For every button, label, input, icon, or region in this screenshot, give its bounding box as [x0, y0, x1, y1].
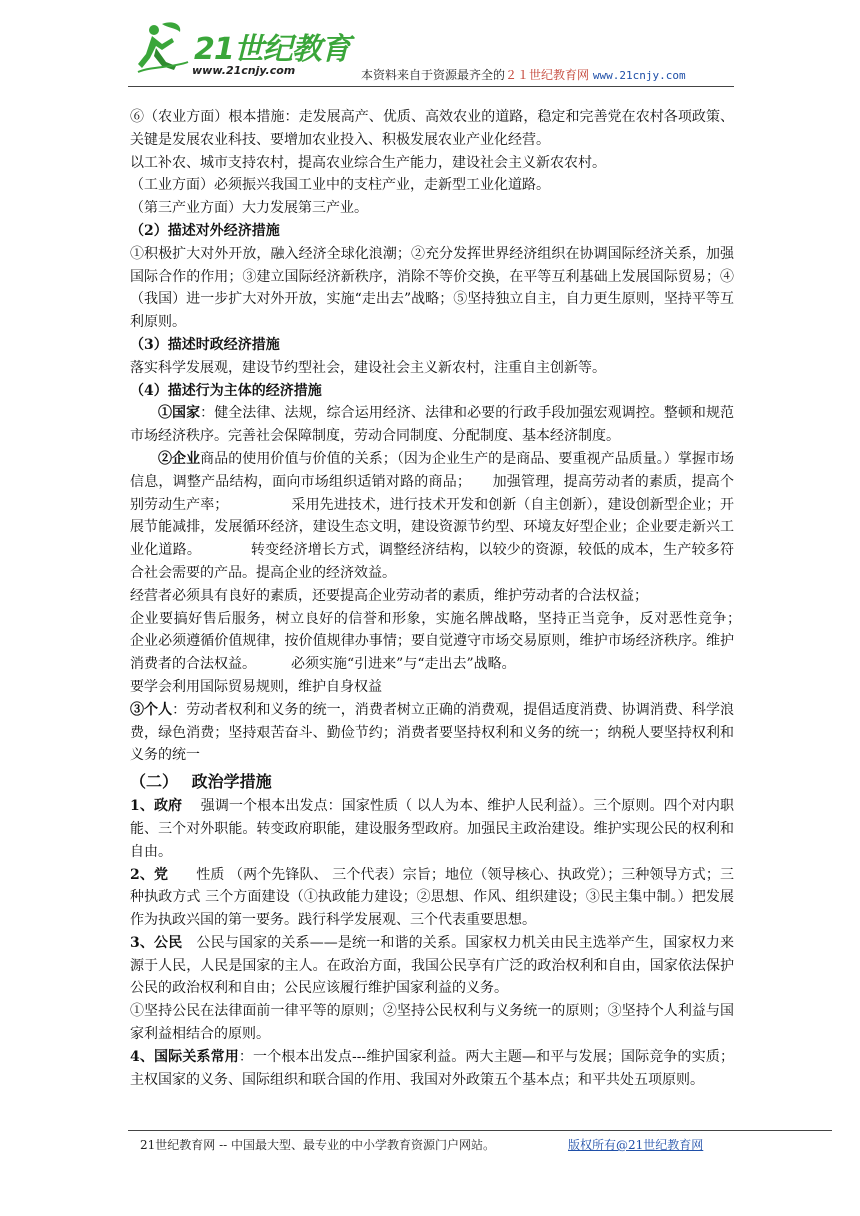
current-econ-body: 落实科学发展观，建设节约型社会，建设社会主义新农村，注重自主创新等。	[130, 359, 606, 376]
page-header	[128, 18, 734, 87]
enterprise-service: 企业要搞好售后服务，树立良好的信誉和形象，实施名牌战略，坚持正当竞争，反对恶性竞争； 企业必须遵循价值规律，按价值规律办事情；要自觉遵守市场交易原则，维护市场经济秩序。维护消费者的合法权益。 必须实施“引进来”与“走出去”战略。	[130, 610, 790, 673]
person-body: ：劳动者权利和义务的统一，消费者树立正确的消费观，提倡适度消费、协调消费、科学浪费，绿色消费；坚持艰苦奋斗、勤俭节约；消费者要坚持权利和义务的统一；纳税人要坚持权利和义务的统一	[130, 701, 735, 764]
person-measures	[130, 699, 734, 767]
copyright-link[interactable]: 版权所有@21世纪教育网	[568, 1138, 704, 1152]
actor-econ-title: （4）描述行为主体的经济措施	[130, 382, 322, 399]
enterprise-trade: 要学会利用国际贸易规则，维护自身权益	[130, 678, 382, 695]
enterprise-measures	[130, 448, 734, 585]
logo-text: 21世纪教育	[194, 32, 350, 67]
gov-measures	[130, 795, 734, 863]
foreign-econ-title: （2）描述对外经济措施	[130, 222, 280, 239]
intl-body: ：一个根本出发点---维护国家利益。两大主题—和平与发展；国际竞争的实质；主权国家的义务、国际组织和联合国的作用、我国对外政策五个基本点；和平共处五项原则。	[130, 1048, 734, 1088]
state-label: ①国家	[158, 405, 201, 422]
agri-support: 以工补农、城市支持农村，提高农业综合生产能力，建设社会主义新农农村。	[130, 154, 606, 171]
document-body	[130, 106, 790, 1091]
enterprise-label: ②企业	[158, 450, 201, 467]
citizen-measures	[130, 932, 734, 1000]
header-site-name[interactable]: ２１世纪教育网	[505, 68, 590, 82]
logo-url: www.21cnjy.com	[192, 64, 296, 77]
footer-divider	[128, 1130, 832, 1132]
header-note-prefix: 本资料来自于资源最齐全的	[361, 68, 506, 82]
citizen-label: 3、公民	[130, 934, 183, 951]
state-measures	[130, 402, 734, 448]
intl-label: 4、国际关系常用	[130, 1048, 239, 1065]
industry-measures: （工业方面）必须振兴我国工业中的支柱产业，走新型工业化道路。	[130, 177, 550, 194]
state-body: ：健全法律、法规，综合运用经济、法律和必要的行政手段加强宏观调控。整顿和规范市场经济秩序。完善社会保障制度，劳动合同制度、分配制度、基本经济制度。	[130, 405, 735, 445]
header-site-url[interactable]: www.21cnjy.com	[592, 69, 686, 82]
gov-body: 强调一个根本出发点：国家性质（ 以人为本、维护人民利益）。三个原则。四个对内职能、三个对外职能。转变政府职能，建设服务型政府。加强民主政治建设。维护实现公民的权利和自由。	[130, 798, 734, 860]
footer-text: 21世纪教育网 -- 中国最大型、最专业的中小学教育资源门户网站。	[140, 1138, 496, 1152]
current-econ-title: （3）描述时政经济措施	[130, 336, 280, 353]
party-measures	[130, 864, 734, 932]
party-body: 性质 （两个先锋队、 三个代表）宗旨；地位（领导核心、执政党）；三种领导方式；三种执政方式 三个方面建设（①执政能力建设；②思想、作风、组织建设；③民主集中制。）把发展作为执政兴国的第一要务。践行科学发展观、三个代表重要思想。	[130, 866, 734, 929]
citizen-principles: ①坚持公民在法律面前一律平等的原则；②坚持公民权利与义务统一的原则；③坚持个人利益与国家利益相结合的原则。	[130, 1003, 734, 1043]
gov-label: 1、政府	[130, 798, 183, 815]
header-note	[361, 66, 686, 83]
person-label: ③个人	[130, 701, 173, 718]
agri-measures: ⑥（农业方面）根本措施：走发展高产、优质、高效农业的道路，稳定和完善党在农村各项政策、关键是发展农业科技、要增加农业投入、积极发展农业产业化经营。	[130, 109, 734, 148]
intl-measures	[130, 1046, 734, 1092]
foreign-econ-body: ①积极扩大对外开放，融入经济全球化浪潮；②充分发挥世界经济组织在协调国际经济关系，加强国际合作的作用；③建立国际经济新秩序，消除不等价交换，在平等互利基础上发展国际贸易；④（我国）进一步扩大对外开放，实施“走出去”战略；⑤坚持独立自主，自力更生原则，坚持平等互利原则。	[130, 245, 734, 331]
citizen-body: 公民与国家的关系——是统一和谐的关系。国家权力机关由民主选举产生，国家权力来源于人民，人民是国家的主人。在政治方面，我国公民享有广泛的政治权利和自由，国家依法保护公民的政治权利和自由；公民应该履行维护国家利益的义务。	[130, 934, 734, 997]
enterprise-body: 商品的使用价值与价值的关系；（因为企业生产的是商品、要重视产品质量。）掌握市场信息，调整产品结构，面向市场组织适销对路的商品； 加强管理，提高劳动者的素质，提高个别劳动生产率； 采用先进技术，进行技术开发和创新（自主创新），建设创新型企业；开展节能减排，发展循环经济，建设生态文明，建设资源节约型、环境友好型企业；企业要走新兴工业化道路。 转变经济增长方式，调整经济结构，以较少的资源，较低的成本，生产较多符合社会需要的产品。提高企业的经济效益。	[130, 450, 735, 581]
party-label: 2、党	[130, 866, 169, 883]
tertiary-measures: （第三产业方面）大力发展第三产业。	[130, 200, 368, 217]
site-logo[interactable]	[132, 18, 350, 84]
politics-title: （二） 政治学措施	[130, 772, 272, 792]
enterprise-labor: 经营者必须具有良好的素质，还要提高企业劳动者的素质，维护劳动者的合法权益；	[130, 587, 648, 604]
